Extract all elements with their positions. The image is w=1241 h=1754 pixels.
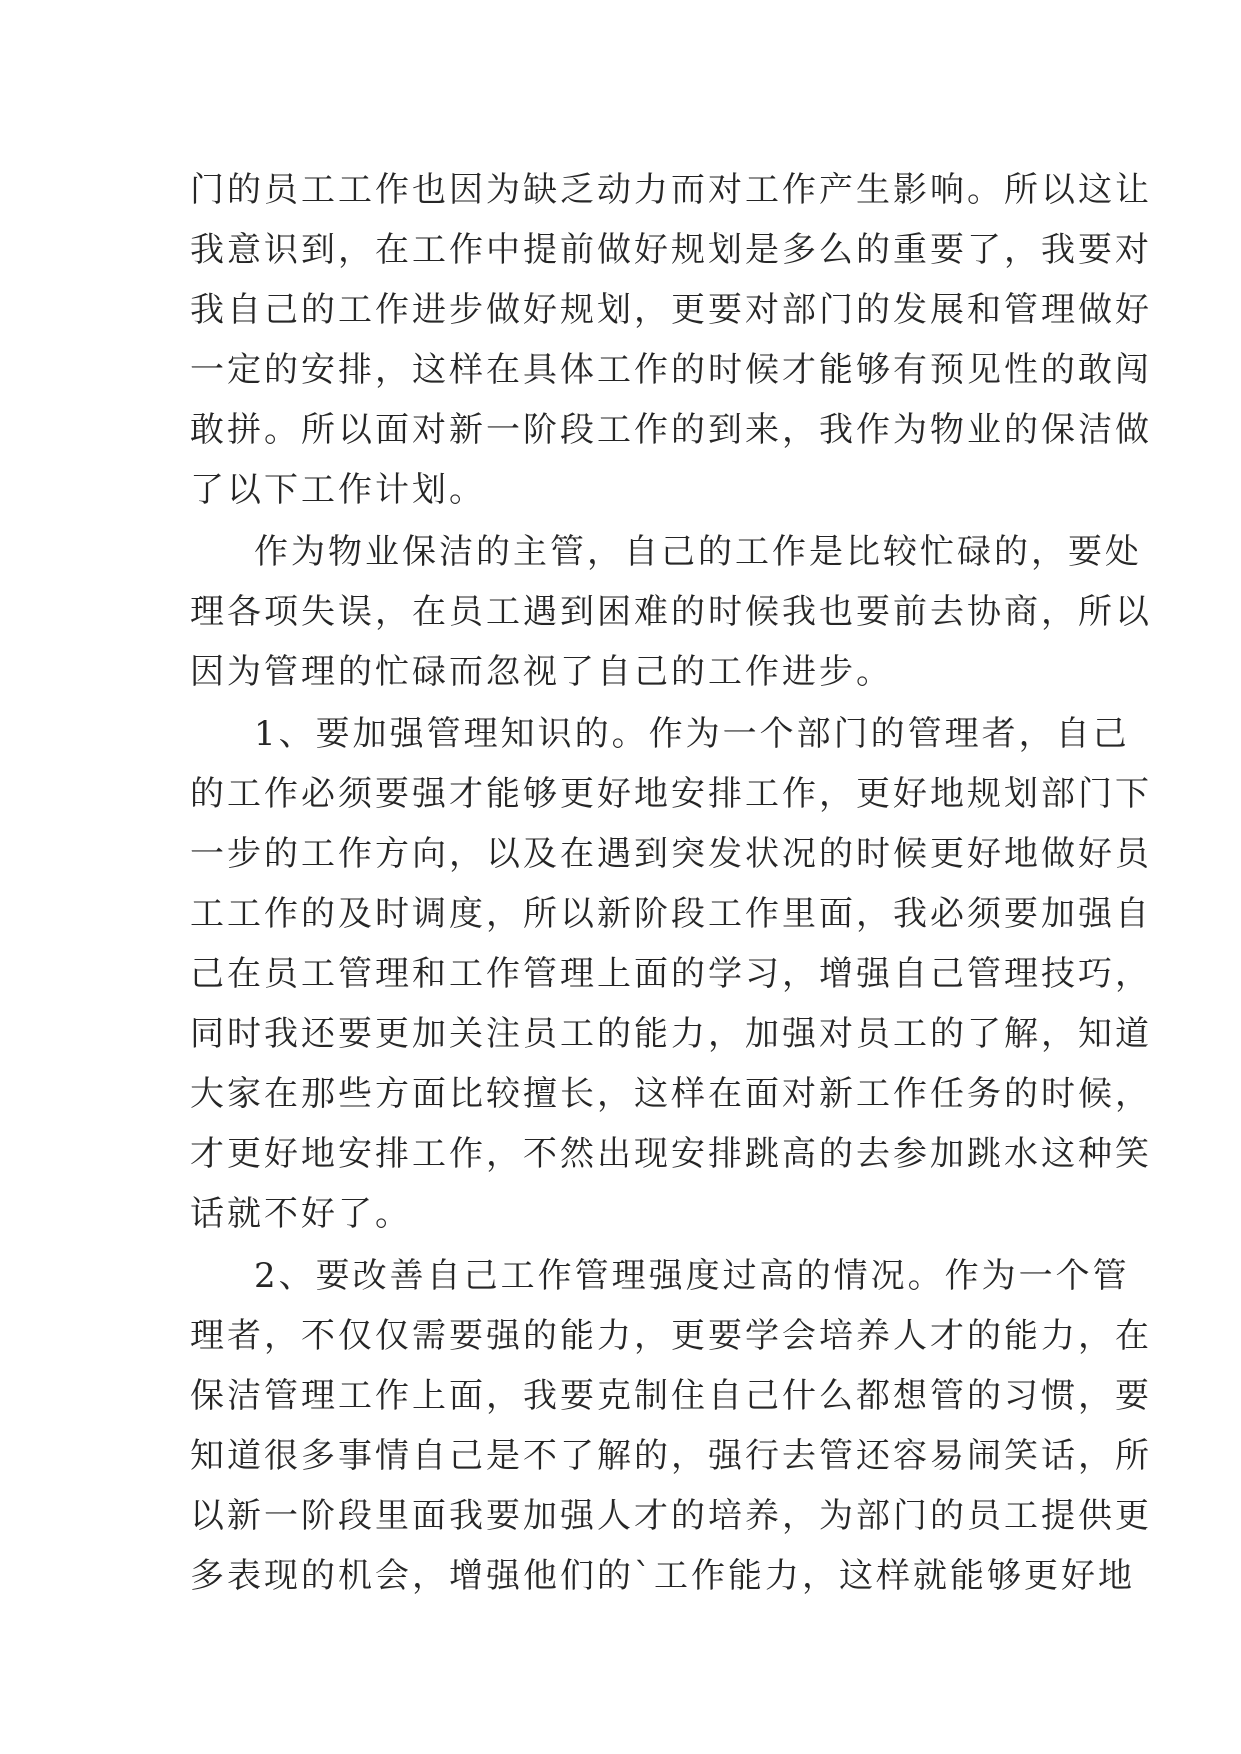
paragraph-2 — [190, 522, 1152, 702]
text-line: 理者，不仅仅需要强的能力，更要学会培养人才的能力，在 — [190, 1316, 1152, 1356]
text-line: 同时我还要更加关注员工的能力，加强对员工的了解，知道 — [190, 1014, 1152, 1054]
text-line: 知道很多事情自己是不了解的，强行去管还容易闹笑话，所 — [190, 1436, 1152, 1476]
text-line: 以新一阶段里面我要加强人才的培养，为部门的员工提供更 — [190, 1496, 1152, 1536]
text-line: 工工作的及时调度，所以新阶段工作里面，我必须要加强自 — [190, 894, 1152, 934]
text-line: 己在员工管理和工作管理上面的学习，增强自己管理技巧， — [190, 954, 1152, 994]
body-text — [190, 160, 1152, 1606]
text-line: 才更好地安排工作，不然出现安排跳高的去参加跳水这种笑 — [190, 1134, 1152, 1174]
paragraph-3 — [190, 704, 1152, 1244]
paragraph-4 — [190, 1246, 1152, 1606]
text-line: 保洁管理工作上面，我要克制住自己什么都想管的习惯，要 — [190, 1376, 1152, 1416]
text-line: 我自己的工作进步做好规划，更要对部门的发展和管理做好 — [190, 290, 1152, 330]
text-line: 敢拼。所以面对新一阶段工作的到来，我作为物业的保洁做 — [190, 410, 1152, 450]
text-line: 1、要加强管理知识的。作为一个部门的管理者，自己 — [254, 714, 1130, 754]
text-line: 因为管理的忙碌而忽视了自己的工作进步。 — [190, 652, 893, 692]
text-line: 一步的工作方向，以及在遇到突发状况的时候更好地做好员 — [190, 834, 1152, 874]
text-line: 的工作必须要强才能够更好地安排工作，更好地规划部门下 — [190, 774, 1152, 814]
text-line: 门的员工工作也因为缺乏动力而对工作产生影响。所以这让 — [190, 170, 1152, 210]
paragraph-1 — [190, 160, 1152, 520]
text-line: 了以下工作计划。 — [190, 470, 486, 510]
text-line: 作为物业保洁的主管，自己的工作是比较忙碌的，要处 — [254, 532, 1142, 572]
text-line: 多表现的机会，增强他们的`工作能力，这样就能够更好地 — [190, 1556, 1135, 1596]
text-line: 话就不好了。 — [190, 1194, 412, 1234]
text-line: 一定的安排，这样在具体工作的时候才能够有预见性的敢闯 — [190, 350, 1152, 390]
text-line: 大家在那些方面比较擅长，这样在面对新工作任务的时候， — [190, 1074, 1152, 1114]
text-line: 我意识到，在工作中提前做好规划是多么的重要了，我要对 — [190, 230, 1152, 270]
text-line: 理各项失误，在员工遇到困难的时候我也要前去协商，所以 — [190, 592, 1152, 632]
text-line: 2、要改善自己工作管理强度过高的情况。作为一个管 — [254, 1256, 1130, 1296]
